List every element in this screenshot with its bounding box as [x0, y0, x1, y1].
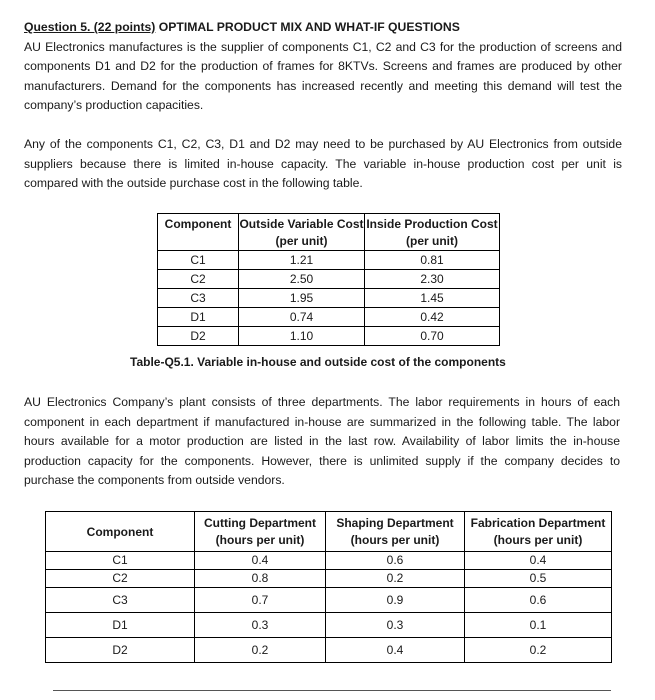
header-component: Component — [158, 214, 239, 251]
shaping-cell: 0.4 — [326, 638, 465, 663]
inside-cost-cell: 0.81 — [365, 251, 500, 270]
outside-cost-cell: 0.74 — [239, 308, 365, 327]
labor-hours-table — [45, 511, 612, 663]
header-component: Component — [46, 512, 195, 552]
cutting-cell: 0.7 — [195, 588, 326, 613]
table-row — [158, 327, 500, 346]
inside-cost-cell: 0.70 — [365, 327, 500, 346]
table-caption: Table-Q5.1. Variable in-house and outside cost of the components — [130, 355, 506, 369]
shaping-cell: 0.6 — [326, 552, 465, 570]
table-row — [158, 308, 500, 327]
table-row — [158, 251, 500, 270]
question-intro-paragraph — [24, 18, 622, 116]
table-row — [158, 289, 500, 308]
component-cell: C1 — [46, 552, 195, 570]
question-number: Question 5. (22 points) — [24, 20, 156, 34]
bottom-divider — [53, 690, 611, 691]
cutting-cell: 0.8 — [195, 570, 326, 588]
table-row — [46, 613, 612, 638]
header-inside-cost: Inside Production Cost (per unit) — [365, 214, 500, 251]
labor-table-header-row — [46, 512, 612, 552]
table-row — [46, 552, 612, 570]
question-title: OPTIMAL PRODUCT MIX AND WHAT-IF QUESTIONS — [158, 20, 460, 34]
fabrication-cell: 0.2 — [465, 638, 612, 663]
table-row — [46, 638, 612, 663]
table-row — [158, 270, 500, 289]
component-cell: C1 — [158, 251, 239, 270]
outside-cost-cell: 1.21 — [239, 251, 365, 270]
cutting-cell: 0.4 — [195, 552, 326, 570]
cutting-cell: 0.3 — [195, 613, 326, 638]
fabrication-cell: 0.4 — [465, 552, 612, 570]
inside-cost-cell: 0.42 — [365, 308, 500, 327]
outside-cost-cell: 2.50 — [239, 270, 365, 289]
outside-cost-cell: 1.95 — [239, 289, 365, 308]
component-cell: D1 — [158, 308, 239, 327]
paragraph-1: AU Electronics manufactures is the supplier of components C1, C2 and C3 for the production of screens and components D1 and D2 for the production of frames for 8KTVs. Screens and frames are produced by other manufacturers. Demand for the components has increased recently and meeting this demand will test the company’s production capacities. — [24, 39, 622, 113]
fabrication-cell: 0.5 — [465, 570, 612, 588]
header-cutting: Cutting Department (hours per unit) — [195, 512, 326, 552]
fabrication-cell: 0.1 — [465, 613, 612, 638]
inside-cost-cell: 1.45 — [365, 289, 500, 308]
component-cell: D2 — [158, 327, 239, 346]
shaping-cell: 0.9 — [326, 588, 465, 613]
outside-cost-cell: 1.10 — [239, 327, 365, 346]
header-outside-cost: Outside Variable Cost (per unit) — [239, 214, 365, 251]
table-row — [46, 570, 612, 588]
paragraph-2: Any of the components C1, C2, C3, D1 and D2 may need to be purchased by AU Electronics from outside suppliers because there is limited in-house capacity. The variable in-house production cost per unit is compared with the outside purchase cost in the following table. — [24, 137, 622, 191]
question-heading — [24, 20, 460, 34]
shaping-cell: 0.3 — [326, 613, 465, 638]
table-row — [46, 588, 612, 613]
inside-cost-cell: 2.30 — [365, 270, 500, 289]
component-cell: C2 — [158, 270, 239, 289]
component-cell: D1 — [46, 613, 195, 638]
shaping-cell: 0.2 — [326, 570, 465, 588]
component-cell: C2 — [46, 570, 195, 588]
header-fabrication: Fabrication Department (hours per unit) — [465, 512, 612, 552]
cost-table — [157, 213, 500, 346]
header-shaping: Shaping Department (hours per unit) — [326, 512, 465, 552]
cost-table-header-row — [158, 214, 500, 251]
component-cell: D2 — [46, 638, 195, 663]
component-cell: C3 — [158, 289, 239, 308]
paragraph-3: AU Electronics Company’s plant consists of three departments. The labor requirements in hours of each component in each department if manufactured in-house are summarized in the following table. The labor hours available for a motor production are listed in the last row. Availability of labor limits the in-house production capacity for the components. However, there is unlimited supply if the company decides to purchase the components from outside vendors. — [24, 395, 620, 488]
cutting-cell: 0.2 — [195, 638, 326, 663]
fabrication-cell: 0.6 — [465, 588, 612, 613]
component-cell: C3 — [46, 588, 195, 613]
